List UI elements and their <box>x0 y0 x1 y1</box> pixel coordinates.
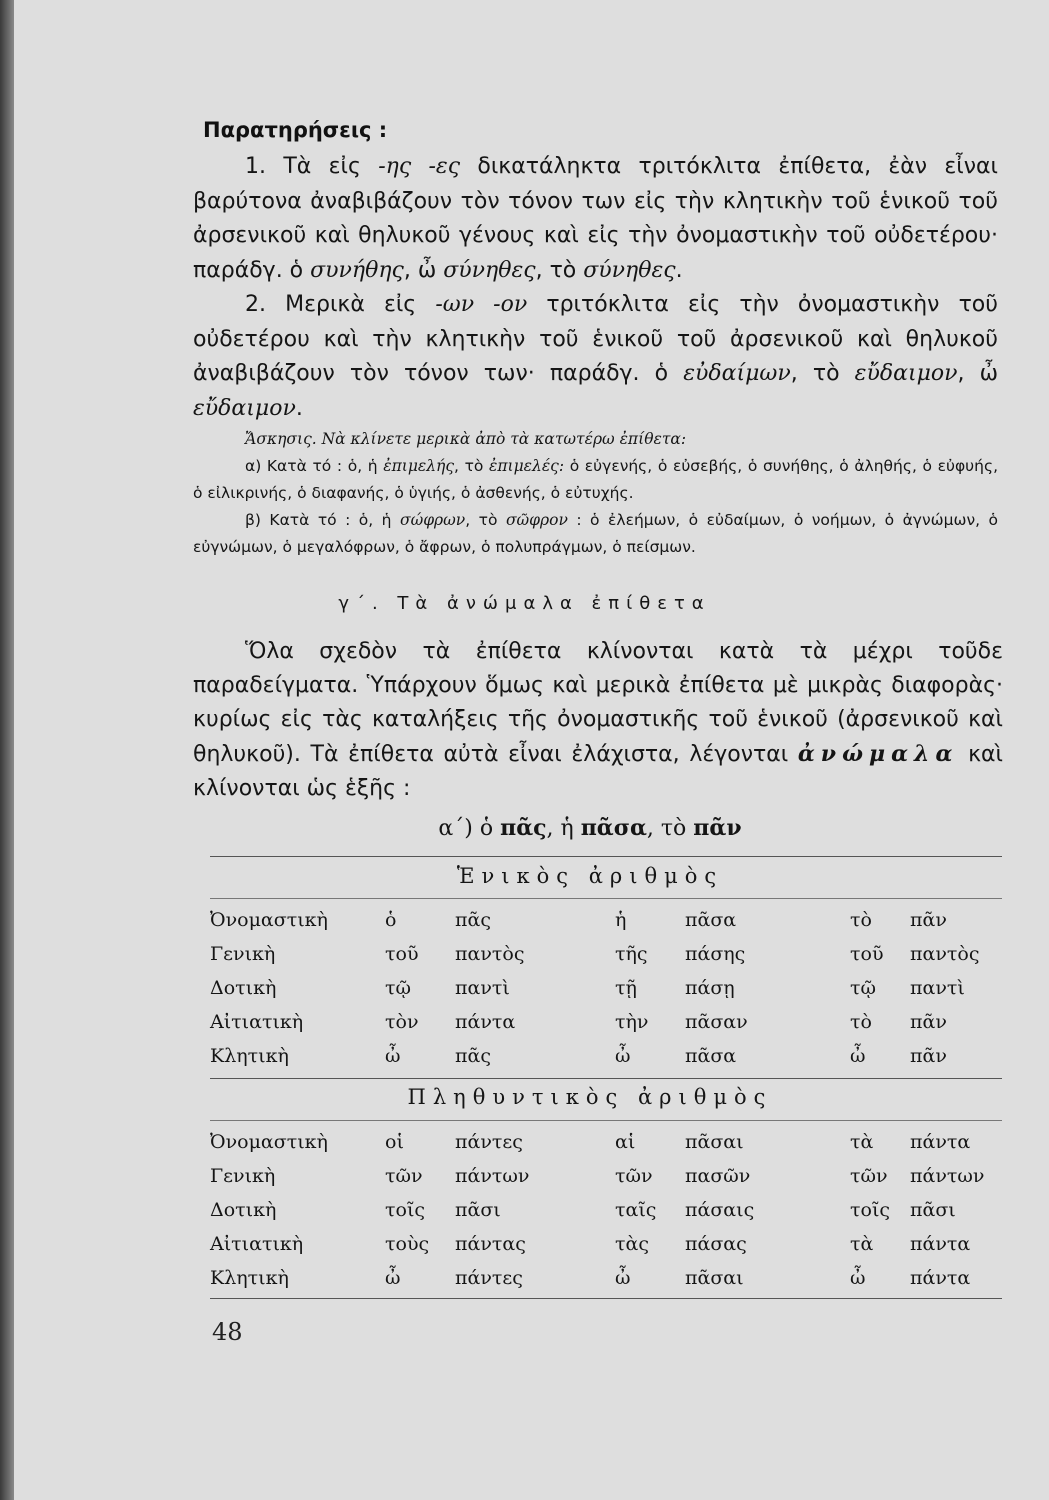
neuter-article: τὰ <box>850 1233 874 1255</box>
plural-title: Πληθυντικὸς ἀριθμὸς <box>407 1085 773 1109</box>
feminine-article: τῆς <box>615 943 648 965</box>
note-1-text: . <box>675 257 683 283</box>
table-rule <box>210 856 1002 857</box>
note-2-example: εὔδαιμον <box>193 395 296 421</box>
masculine-article: ὦ <box>385 1045 401 1067</box>
irregular-intro <box>193 635 1003 806</box>
exercise-intro: Ἄσκησις. Νὰ κλίνετε μερικὰ ἀπὸ τὰ κατωτέρω ἐπίθετα: <box>245 430 687 448</box>
exercise-a-model: ἐπιμελής <box>383 457 455 475</box>
neuter-article: τῷ <box>850 977 877 999</box>
declension-row <box>210 1159 1010 1193</box>
exercise-b-label: β) Κατὰ τό : ὁ, ἡ <box>245 511 400 529</box>
masculine-article: τοῦ <box>385 943 419 965</box>
neuter-form: πᾶσι <box>910 1199 956 1221</box>
masculine-form: πᾶς <box>455 909 491 931</box>
neuter-article: τὸ <box>850 1011 872 1033</box>
feminine-form: πάσῃ <box>685 977 735 999</box>
declension-row <box>210 1261 1010 1295</box>
table-rule <box>210 1120 1002 1121</box>
feminine-article: ὦ <box>615 1045 631 1067</box>
example-separator: , τὸ <box>646 816 694 841</box>
case-name: Ὀνομαστικὴ <box>210 909 328 931</box>
masculine-form: πάντες <box>455 1131 523 1153</box>
declension-row <box>210 937 1010 971</box>
exercise-a-label: α) Κατὰ τό : ὁ, ἡ <box>245 457 384 475</box>
masculine-article: τῷ <box>385 977 412 999</box>
irregular-term: ἀνώμαλα <box>797 741 959 767</box>
declension-row <box>210 1193 1010 1227</box>
note-1 <box>193 150 998 288</box>
declension-row <box>210 903 1010 937</box>
exercise-b-model: σώφρων <box>399 511 466 529</box>
masculine-article: ὁ <box>385 909 397 931</box>
feminine-article: τὰς <box>615 1233 649 1255</box>
neuter-form: πάντα <box>910 1233 971 1255</box>
neuter-article: ὦ <box>850 1045 866 1067</box>
page-number: 48 <box>212 1318 243 1346</box>
feminine-form: πασῶν <box>685 1165 751 1187</box>
neuter-article: τὸ <box>850 909 872 931</box>
neuter-form: πᾶν <box>910 1045 947 1067</box>
example-word: πᾶς <box>500 815 547 841</box>
exercise-b-text: , τὸ <box>465 511 506 529</box>
neuter-form: πᾶν <box>910 909 947 931</box>
page-binding-edge <box>0 0 14 1500</box>
exercise-b-list: : ὁ ἐλεήμων, ὁ εὐδαίμων, ὁ νοήμων, ὁ ἀγνώμων, ὁ εὐγνώμων, ὁ μεγαλόφρων, ὁ ἄφρων, ὁ πολυπράγμων, ὁ πείσμων. <box>193 511 999 556</box>
feminine-form: πάσας <box>685 1233 747 1255</box>
neuter-form: πάντα <box>910 1131 971 1153</box>
feminine-form: πάσης <box>685 943 746 965</box>
note-1-text: Τὰ εἰς <box>266 154 379 179</box>
neuter-article: τοῦ <box>850 943 884 965</box>
note-1-example: σύνηθες <box>443 257 536 283</box>
neuter-form: πᾶν <box>910 1011 947 1033</box>
note-2-text: . <box>295 395 303 421</box>
example-word: πᾶσα <box>580 815 647 841</box>
example-separator: , ἡ <box>546 816 581 841</box>
declension-row <box>210 1039 1010 1073</box>
irregular-intro-text: καὶ κλίνονται ὡς ἑξῆς : <box>193 742 1003 801</box>
feminine-article: τῇ <box>615 977 637 999</box>
neuter-article: τῶν <box>850 1165 888 1187</box>
neuter-article: τοῖς <box>850 1199 891 1221</box>
note-1-example: συνήθης <box>310 257 404 283</box>
note-2 <box>193 288 998 426</box>
neuter-article: τὰ <box>850 1131 874 1153</box>
note-1-example: σύνηθες <box>583 257 676 283</box>
note-2-text: , τὸ <box>790 361 855 386</box>
note-2-example: εὐδαίμων <box>683 361 791 386</box>
feminine-article: αἱ <box>615 1131 636 1153</box>
feminine-form: πᾶσα <box>685 1045 737 1067</box>
case-name: Ὀνομαστικὴ <box>210 1131 328 1153</box>
masculine-article: τοῖς <box>385 1199 426 1221</box>
feminine-form: πάσαις <box>685 1199 755 1221</box>
declension-row <box>210 1005 1010 1039</box>
table-rule <box>210 1078 1002 1079</box>
note-2-text: , ὦ <box>957 361 999 386</box>
masculine-article: ὦ <box>385 1267 401 1289</box>
example-label: α΄) <box>438 816 480 841</box>
masculine-article: τῶν <box>385 1165 423 1187</box>
table-rule <box>210 1298 1002 1299</box>
neuter-article: ὦ <box>850 1267 866 1289</box>
irregular-intro-text: Ὅλα σχεδὸν τὰ ἐπίθετα κλίνονται κατὰ τὰ μέχρι τοῦδε παραδείγματα. Ὑπάρχουν ὅμως καὶ μερικὰ ἐπίθετα μὲ μικρὰς διαφορὰς· κυρίως εἰς τὰς καταλήξεις τῆς ὀνομαστικῆς τοῦ ἑνικοῦ (ἀρσενικοῦ καὶ θηλυκοῦ). Τὰ ἐπίθετα αὐτὰ εἶναι ἐλάχιστα, λέγονται <box>193 639 1003 767</box>
declension-row <box>210 1227 1010 1261</box>
case-name: Κλητικὴ <box>210 1267 289 1289</box>
case-name: Γενικὴ <box>210 1165 276 1187</box>
case-name: Δοτικὴ <box>210 1199 277 1221</box>
masculine-form: πάντες <box>455 1267 523 1289</box>
note-1-text: , ὦ <box>403 257 444 283</box>
note-2-text: τριτόκλιτα εἰς τὴν ὀνομαστικὴν τοῦ οὐδετέρου καὶ τὴν κλητικὴν τοῦ ἑνικοῦ τοῦ ἀρσενικοῦ καὶ θηλυκοῦ ἀναβιβάζουν τὸν τόνον των· παράδγ. ὁ <box>193 292 998 386</box>
note-2-example: εὔδαιμον <box>854 361 958 386</box>
plural-table <box>210 1125 1010 1295</box>
masculine-form: παντὸς <box>455 943 525 965</box>
singular-title: Ἑνικὸς ἀριθμὸς <box>456 864 724 888</box>
note-1-text: , τὸ <box>535 257 584 283</box>
neuter-form: πάντα <box>910 1267 971 1289</box>
note-2-number: 2. <box>245 292 266 317</box>
singular-table <box>210 903 1010 1073</box>
masculine-form: πάντα <box>455 1011 516 1033</box>
masculine-form: πᾶς <box>455 1045 491 1067</box>
note-2-text: Μερικὰ εἰς <box>266 292 436 317</box>
neuter-form: παντὸς <box>910 943 980 965</box>
exercise-a-text: , τὸ <box>454 457 490 475</box>
exercise-block <box>193 426 998 561</box>
neuter-form: πάντων <box>910 1165 985 1187</box>
masculine-article: τοὺς <box>385 1233 430 1255</box>
feminine-form: πᾶσα <box>685 909 737 931</box>
observations-heading: Παρατηρήσεις : <box>203 118 388 142</box>
masculine-form: πᾶσι <box>455 1199 501 1221</box>
declension-row <box>210 1125 1010 1159</box>
masculine-form: πάντων <box>455 1165 530 1187</box>
case-name: Κλητικὴ <box>210 1045 289 1067</box>
feminine-form: πᾶσαι <box>685 1131 744 1153</box>
declension-row <box>210 971 1010 1005</box>
feminine-form: πᾶσαν <box>685 1011 748 1033</box>
note-1-text: δικατάληκτα τριτόκλιτα ἐπίθετα, ἐὰν εἶναι βαρύτονα ἀναβιβάζουν τὸν τόνον των εἰς τὴν κλητικὴν τοῦ ἑνικοῦ τοῦ ἀρσενικοῦ καὶ θηλυκοῦ γένους καὶ εἰς τὴν ὀνομαστικὴν τοῦ οὐδετέρου· παράδγ. ὁ <box>193 154 998 283</box>
masculine-form: παντὶ <box>455 977 510 999</box>
example-caption <box>0 815 1049 841</box>
feminine-article: ἡ <box>615 909 627 931</box>
note-2-ending: -ων -ον <box>435 292 528 317</box>
note-1-number: 1. <box>245 154 266 179</box>
exercise-a-model: ἐπιμελές: <box>489 457 565 475</box>
case-name: Δοτικὴ <box>210 977 277 999</box>
masculine-article: οἱ <box>385 1131 404 1153</box>
note-1-ending: -ης -ες <box>378 154 461 179</box>
example-word: πᾶν <box>693 815 742 841</box>
exercise-a-list: ὁ εὐγενής, ὁ εὐσεβής, ὁ συνήθης, ὁ ἀληθής, ὁ εὐφυής, ὁ εἰλικρινής, ὁ διαφανής, ὁ ὑγιής, ὁ ἀσθενής, ὁ εὐτυχής. <box>193 457 999 502</box>
feminine-article: τῶν <box>615 1165 653 1187</box>
example-article: ὁ <box>479 816 501 841</box>
masculine-form: πάντας <box>455 1233 526 1255</box>
feminine-article: τὴν <box>615 1011 649 1033</box>
case-name: Γενικὴ <box>210 943 276 965</box>
feminine-article: ταῖς <box>615 1199 657 1221</box>
section-title: γ΄. Τὰ ἀνώμαλα ἐπίθετα <box>338 593 711 614</box>
case-name: Αἰτιατικὴ <box>210 1011 304 1033</box>
exercise-b-model: σῶφρον <box>505 511 568 529</box>
neuter-form: παντὶ <box>910 977 965 999</box>
table-rule <box>210 898 1002 899</box>
masculine-article: τὸν <box>385 1011 419 1033</box>
feminine-form: πᾶσαι <box>685 1267 744 1289</box>
feminine-article: ὦ <box>615 1267 631 1289</box>
case-name: Αἰτιατικὴ <box>210 1233 304 1255</box>
